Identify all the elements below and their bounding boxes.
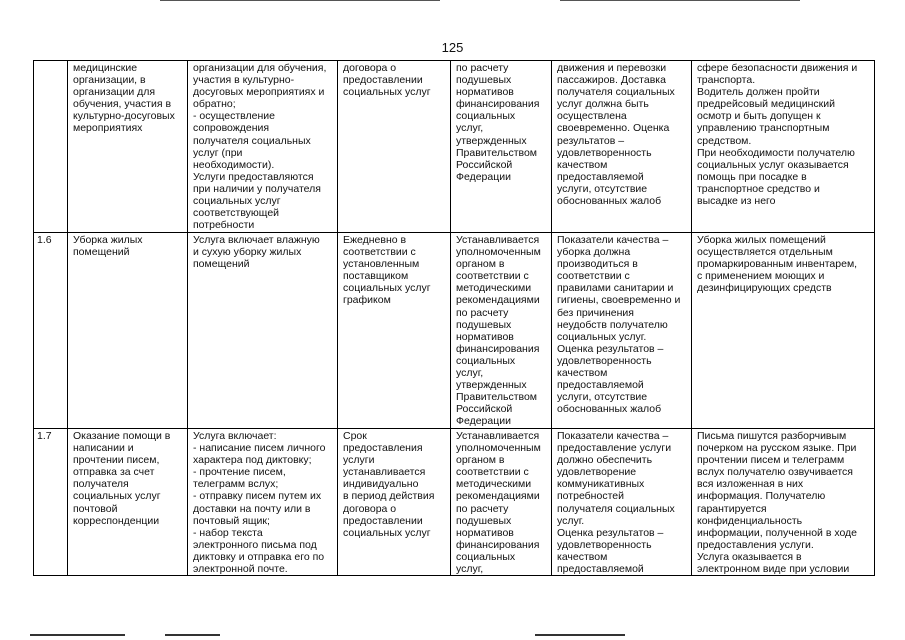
top-edge-rule-right	[560, 0, 800, 1]
cell-funding-norm: Устанавливается уполномоченным органом в соответствии с методическими рекомендациями по расчету подушевых нормативов финансирования социальных услуг, утвержденных Правительством Российской Федерации	[451, 233, 552, 429]
table-row	[34, 233, 875, 429]
table-row	[34, 61, 875, 233]
table-row	[34, 429, 875, 576]
bottom-edge-rule-2	[165, 634, 220, 636]
cell-provision-conditions: сфере безопасности движения и транспорта. Водитель должен пройти предрейсовый медицинский осмотр и быть допущен к управлению транспортным средством. При необходимости получателю социальных услуг оказывается помощь при посадке в транспортное средство и высадке из него	[692, 61, 875, 233]
cell-service-name: Уборка жилых помещений	[68, 233, 188, 429]
cell-number: 1.6	[34, 233, 68, 429]
cell-service-name: Оказание помощи в написании и прочтении писем, отправка за счет получателя социальных услуг почтовой корреспонденции	[68, 429, 188, 576]
cell-provision-conditions: Уборка жилых помещений осуществляется отдельным промаркированным инвентарем, с применением моющих и дезинфицирующих средств	[692, 233, 875, 429]
bottom-edge-rule	[30, 634, 125, 636]
cell-service-term: Ежедневно в соответствии с установленным поставщиком социальных услуг графиком	[338, 233, 451, 429]
cell-service-content: организации для обучения, участия в культурно- досуговых мероприятиях и обратно; - осуществление сопровождения получателя социальных услуг (при необходимости). Услуги предоставляются при наличии у получателя социальных услуг соответствующей потребности	[188, 61, 338, 233]
cell-service-content: Услуга включает: - написание писем личного характера под диктовку; - прочтение писем, телеграмм вслух; - отправку писем путем их доставки на почту или в почтовый ящик; - набор текста электронного письма под диктовку и отправка его по электронной почте.	[188, 429, 338, 576]
cell-service-term: договора о предоставлении социальных услуг	[338, 61, 451, 233]
page-number: 125	[441, 40, 464, 55]
services-table	[33, 60, 875, 576]
cell-quality-indicators: Показатели качества – предоставление услуги должно обеспечить удовлетворение коммуникативных потребностей получателя социальных услуг. Оценка результатов – удовлетворенность качеством предоставляемой	[552, 429, 692, 576]
top-edge-rule	[160, 0, 440, 1]
bottom-edge-rule-3	[535, 634, 625, 636]
cell-service-content: Услуга включает влажную и сухую уборку жилых помещений	[188, 233, 338, 429]
cell-provision-conditions: Письма пишутся разборчивым почерком на русском языке. При прочтении писем и телеграмм вслух получателю озвучивается вся изложенная в них информация. Получателю гарантируется конфиденциальность информации, полученной в ходе предоставления услуги. Услуга оказывается в электронном виде при условии	[692, 429, 875, 576]
cell-quality-indicators: движения и перевозки пассажиров. Доставка получателя социальных услуг должна быть осуществлена своевременно. Оценка результатов – удовлетворенность качеством предоставляемой услуги, отсутствие обоснованных жалоб	[552, 61, 692, 233]
cell-service-term: Срок предоставления услуги устанавливается индивидуально в период действия договора о предоставлении социальных услуг	[338, 429, 451, 576]
cell-service-name: медицинские организации, в организации для обучения, участия в культурно-досуговых мероприятиях	[68, 61, 188, 233]
cell-number	[34, 61, 68, 233]
cell-quality-indicators: Показатели качества – уборка должна производиться в соответствии с правилами санитарии и гигиены, своевременно и без причинения неудобств получателю социальных услуг. Оценка результатов – удовлетворенность качеством предоставляемой услуги, отсутствие обоснованных жалоб	[552, 233, 692, 429]
cell-funding-norm: Устанавливается уполномоченным органом в соответствии с методическими рекомендациями по расчету подушевых нормативов финансирования социальных услуг,	[451, 429, 552, 576]
cell-funding-norm: по расчету подушевых нормативов финансирования социальных услуг, утвержденных Правительством Российской Федерации	[451, 61, 552, 233]
cell-number: 1.7	[34, 429, 68, 576]
